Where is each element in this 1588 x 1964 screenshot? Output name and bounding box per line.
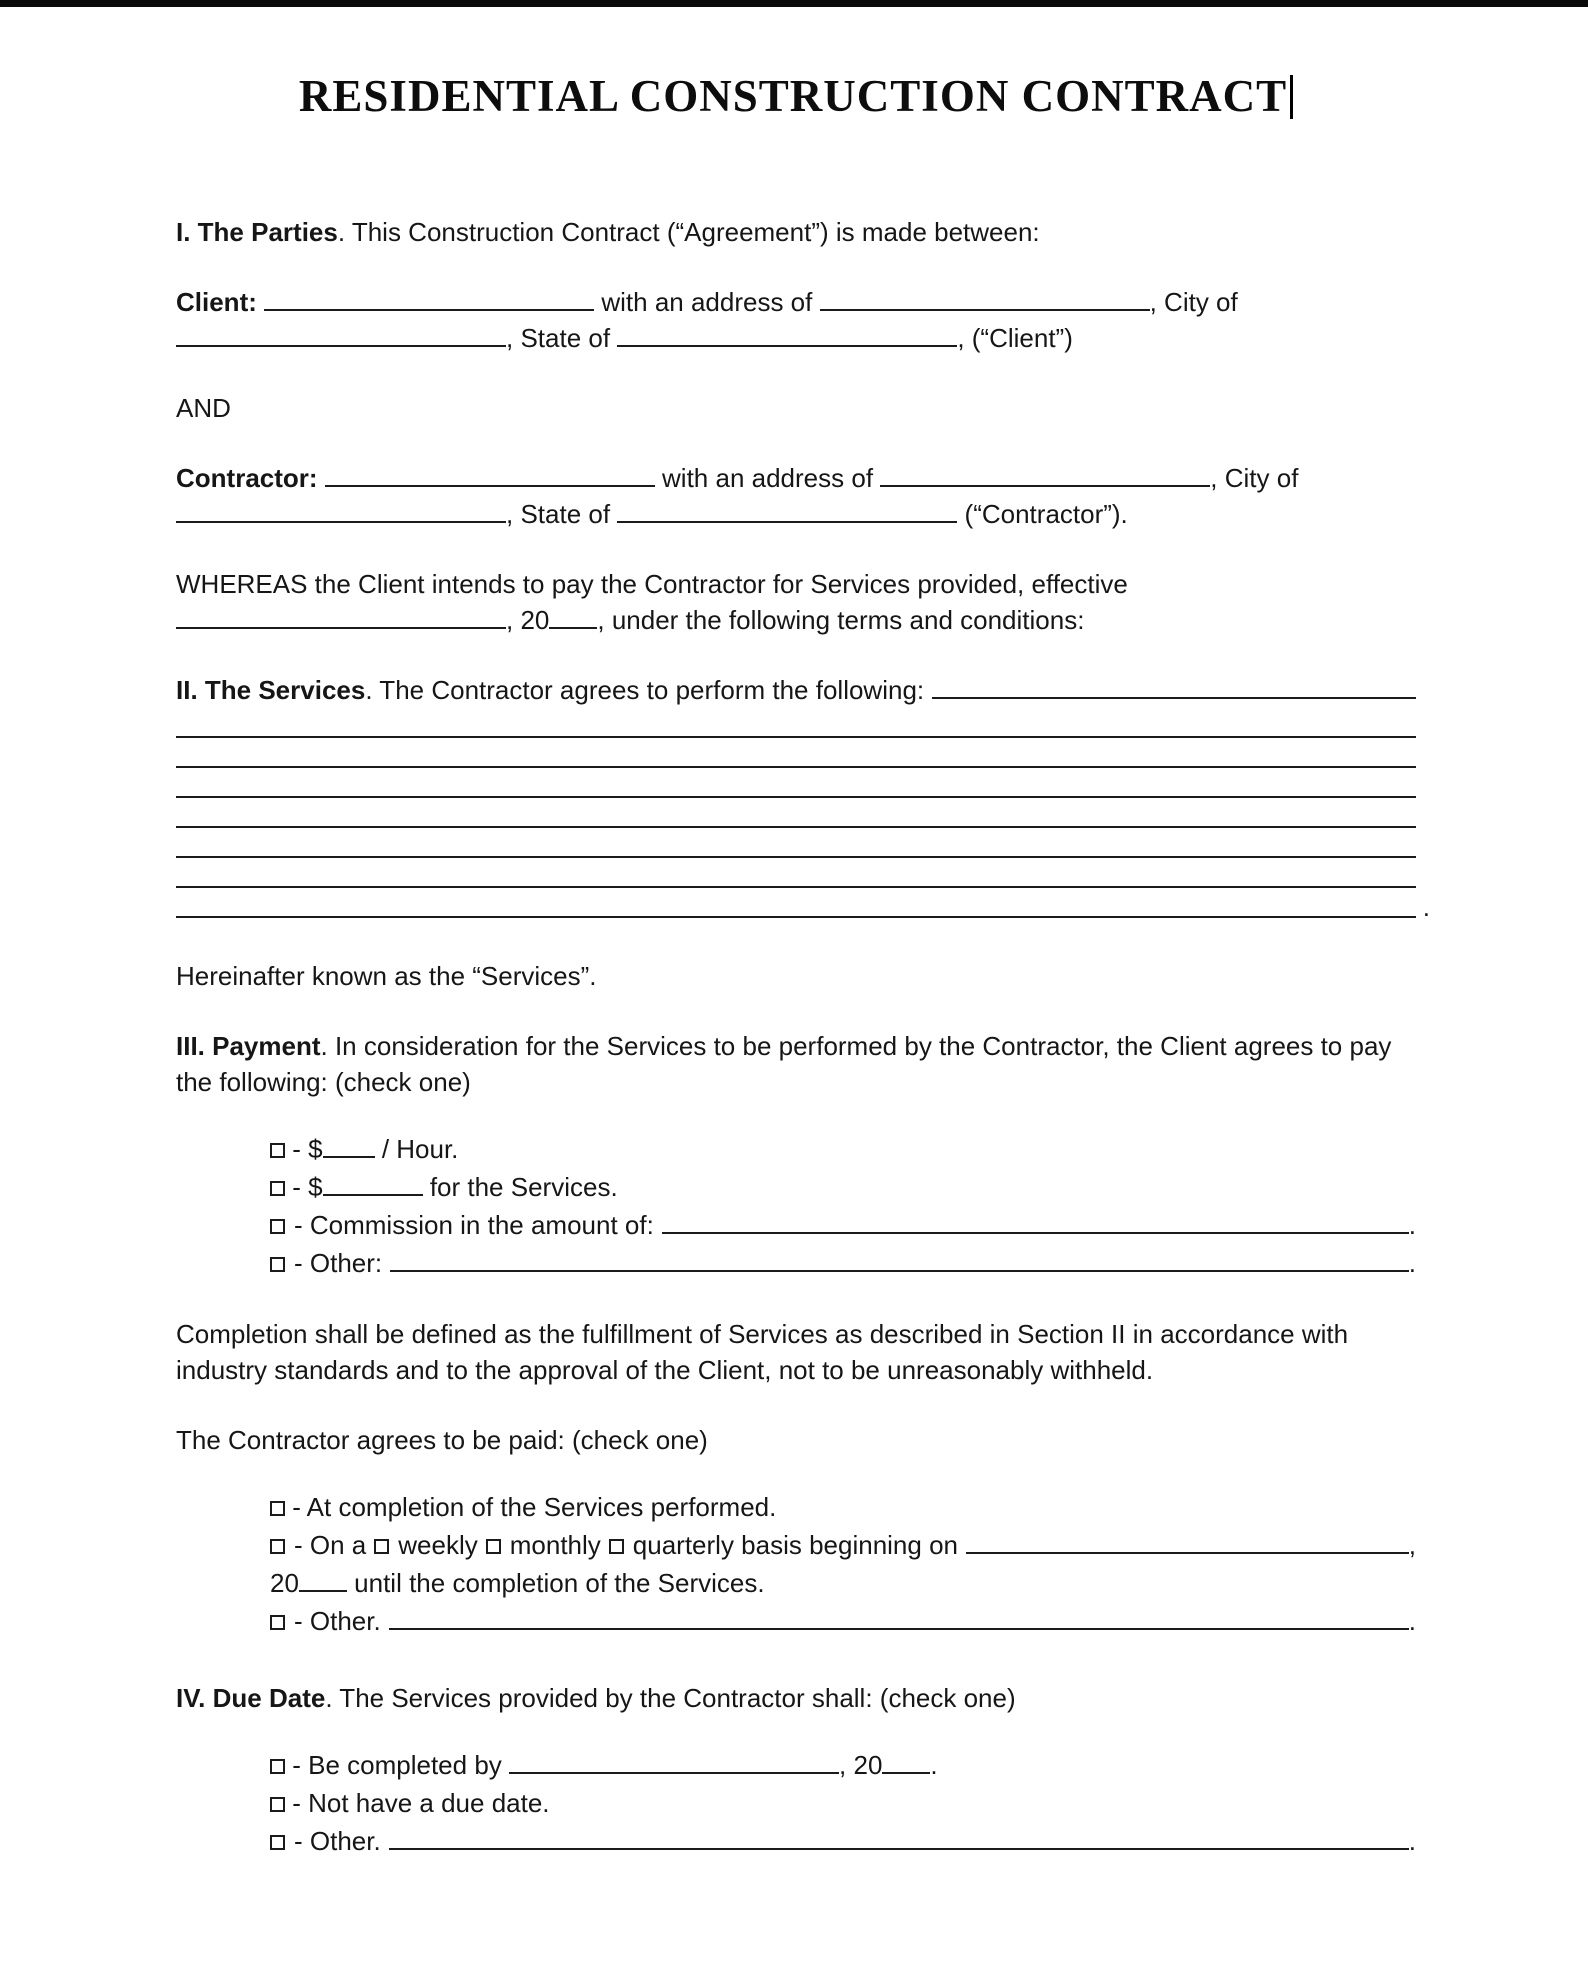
pay-fixed-checkbox[interactable]: [270, 1181, 285, 1196]
paid-quarterly-label: quarterly basis beginning on: [632, 1530, 958, 1560]
pay-other-checkbox[interactable]: [270, 1257, 285, 1272]
client-line-2: [176, 320, 1416, 356]
paid-other-blank[interactable]: [389, 1610, 1409, 1630]
section-payment: [176, 1028, 1416, 1640]
contractor-label: Contractor:: [176, 463, 318, 493]
parties-heading-bold: I. The Parties: [176, 217, 338, 247]
paid-weekly-checkbox[interactable]: [374, 1539, 389, 1554]
effective-date-blank[interactable]: [176, 609, 506, 629]
payment-options: [270, 1130, 1416, 1282]
title-row: [176, 70, 1416, 122]
payment-option-commission: [270, 1206, 1416, 1244]
paid-recurring-comma: ,: [1408, 1530, 1416, 1560]
whereas-line-2: [176, 602, 1416, 638]
pay-fixed-prefix: - $: [292, 1172, 323, 1202]
pay-commission-label: - Commission in the amount of:: [294, 1210, 654, 1240]
due-other-label: - Other.: [294, 1826, 381, 1856]
contractor-address-blank[interactable]: [880, 467, 1210, 487]
paid-completion-checkbox[interactable]: [270, 1501, 285, 1516]
scan-edge: [0, 0, 1588, 7]
due-option-other: [270, 1822, 1416, 1860]
contractor-city-blank[interactable]: [176, 503, 506, 523]
client-address-text: with an address of: [601, 287, 813, 317]
paid-option-completion: [270, 1488, 1416, 1526]
due-date-heading-rest: . The Services provided by the Contractor shall: (check one): [325, 1683, 1016, 1713]
contractor-address-text: with an address of: [662, 463, 874, 493]
due-none-checkbox[interactable]: [270, 1797, 285, 1812]
paid-recurring-on-a: - On a: [294, 1530, 367, 1560]
contractor-line-2: [176, 496, 1416, 532]
due-year-blank[interactable]: [882, 1754, 930, 1774]
paid-other-period: .: [1408, 1606, 1416, 1636]
client-city-blank[interactable]: [176, 327, 506, 347]
recurring-until-text: until the completion of the Services.: [354, 1568, 765, 1598]
paid-monthly-checkbox[interactable]: [486, 1539, 501, 1554]
services-line-blank[interactable]: [176, 798, 1416, 828]
effective-year-text: , 20: [506, 605, 550, 635]
services-line-blank[interactable]: [176, 828, 1416, 858]
client-name-blank[interactable]: [264, 291, 594, 311]
and-separator: AND: [176, 393, 231, 423]
services-line-blank[interactable]: [176, 738, 1416, 768]
services-line-blank[interactable]: [176, 858, 1416, 888]
services-end-period: .: [1422, 892, 1430, 922]
paid-other-label: - Other.: [294, 1606, 381, 1636]
contractor-city-text: , City of: [1210, 463, 1299, 493]
payment-other-blank[interactable]: [390, 1252, 1409, 1272]
client-state-blank[interactable]: [617, 327, 957, 347]
payment-option-other: [270, 1244, 1416, 1282]
paid-recurring-checkbox[interactable]: [270, 1539, 285, 1554]
services-heading-line: [176, 672, 1416, 708]
paid-option-recurring: [270, 1526, 1416, 1564]
due-by-date-period: .: [930, 1750, 938, 1780]
paid-option-recurring-line-2: [270, 1564, 1416, 1602]
services-line-blank[interactable]: [176, 768, 1416, 798]
pay-other-label: - Other:: [294, 1248, 383, 1278]
commission-amount-blank[interactable]: [662, 1214, 1409, 1234]
pay-fixed-suffix: for the Services.: [429, 1172, 618, 1202]
contractor-state-blank[interactable]: [617, 503, 957, 523]
client-label: Client:: [176, 287, 257, 317]
services-line-blank[interactable]: [932, 679, 1416, 699]
services-line-blank[interactable]: [176, 888, 1430, 922]
client-address-blank[interactable]: [820, 291, 1150, 311]
payment-heading-bold: III. Payment: [176, 1031, 321, 1061]
fixed-amount-blank[interactable]: [323, 1176, 423, 1196]
services-heading-bold: II. The Services: [176, 675, 366, 705]
client-line-1: [176, 284, 1416, 320]
services-heading-rest: . The Contractor agrees to perform the following:: [365, 675, 925, 705]
parties-heading: [176, 214, 1416, 250]
contractor-line-1: [176, 460, 1416, 496]
document-title: RESIDENTIAL CONSTRUCTION CONTRACT: [298, 71, 1288, 121]
contractor-name-blank[interactable]: [325, 467, 655, 487]
pay-commission-period: .: [1408, 1210, 1416, 1240]
paid-other-checkbox[interactable]: [270, 1615, 285, 1630]
section-services: [176, 672, 1430, 994]
contractor-state-text: , State of: [506, 499, 611, 529]
due-date-options: [270, 1746, 1416, 1860]
services-line-blank[interactable]: [176, 708, 1416, 738]
due-other-checkbox[interactable]: [270, 1835, 285, 1850]
pay-other-period: .: [1408, 1248, 1416, 1278]
payment-heading: [176, 1028, 1416, 1100]
document-content: [0, 70, 1588, 1860]
due-other-blank[interactable]: [389, 1830, 1409, 1850]
pay-hourly-checkbox[interactable]: [270, 1143, 285, 1158]
paid-option-other: [270, 1602, 1416, 1640]
due-by-date-checkbox[interactable]: [270, 1759, 285, 1774]
paid-monthly-label: monthly: [509, 1530, 601, 1560]
whereas-tail-text: , under the following terms and conditions:: [597, 605, 1085, 635]
whereas-line-1: WHEREAS the Client intends to pay the Contractor for Services provided, effective: [176, 569, 1128, 599]
services-hereinafter: Hereinafter known as the “Services”.: [176, 961, 597, 991]
text-cursor: [1290, 75, 1293, 119]
section-parties: [176, 214, 1416, 638]
paid-quarterly-checkbox[interactable]: [609, 1539, 624, 1554]
contractor-ref-text: (“Contractor”).: [964, 499, 1128, 529]
paid-weekly-label: weekly: [398, 1530, 478, 1560]
pay-commission-checkbox[interactable]: [270, 1219, 285, 1234]
due-year-text: , 20: [839, 1750, 883, 1780]
recurring-year-text: 20: [270, 1568, 299, 1598]
payment-option-fixed: [270, 1168, 1416, 1206]
hourly-rate-blank[interactable]: [323, 1138, 375, 1158]
pay-hourly-suffix: / Hour.: [381, 1134, 459, 1164]
paid-options: [270, 1488, 1416, 1640]
due-option-no-date: [270, 1784, 1416, 1822]
due-date-heading-bold: IV. Due Date: [176, 1683, 326, 1713]
due-option-by-date: [270, 1746, 1416, 1784]
paid-completion-label: - At completion of the Services performed.: [292, 1492, 777, 1522]
payment-heading-rest: . In consideration for the Services to be performed by the Contractor, the Client agrees to pay the following: (check one): [176, 1031, 1392, 1097]
due-no-date-label: - Not have a due date.: [292, 1788, 550, 1818]
due-other-period: .: [1408, 1826, 1416, 1856]
paid-intro: The Contractor agrees to be paid: (check one): [176, 1425, 708, 1455]
effective-year-blank[interactable]: [549, 609, 597, 629]
due-completed-by-label: - Be completed by: [292, 1750, 502, 1780]
recurring-year-blank[interactable]: [299, 1572, 347, 1592]
completion-paragraph: Completion shall be defined as the fulfillment of Services as described in Section II in accordance with industry standards and to the approval of the Client, not to be unreasonably withheld.: [176, 1319, 1349, 1385]
parties-heading-rest: . This Construction Contract (“Agreement”) is made between:: [337, 217, 1040, 247]
pay-hourly-prefix: - $: [292, 1134, 323, 1164]
due-date-blank[interactable]: [509, 1754, 839, 1774]
recurring-start-date-blank[interactable]: [966, 1534, 1409, 1554]
client-state-text: , State of: [506, 323, 611, 353]
payment-option-hourly: [270, 1130, 1416, 1168]
section-due-date: [176, 1680, 1416, 1860]
services-heading: [176, 672, 924, 708]
due-date-heading: [176, 1680, 1416, 1716]
client-ref-text: , (“Client”): [957, 323, 1073, 353]
client-city-text: , City of: [1149, 287, 1238, 317]
